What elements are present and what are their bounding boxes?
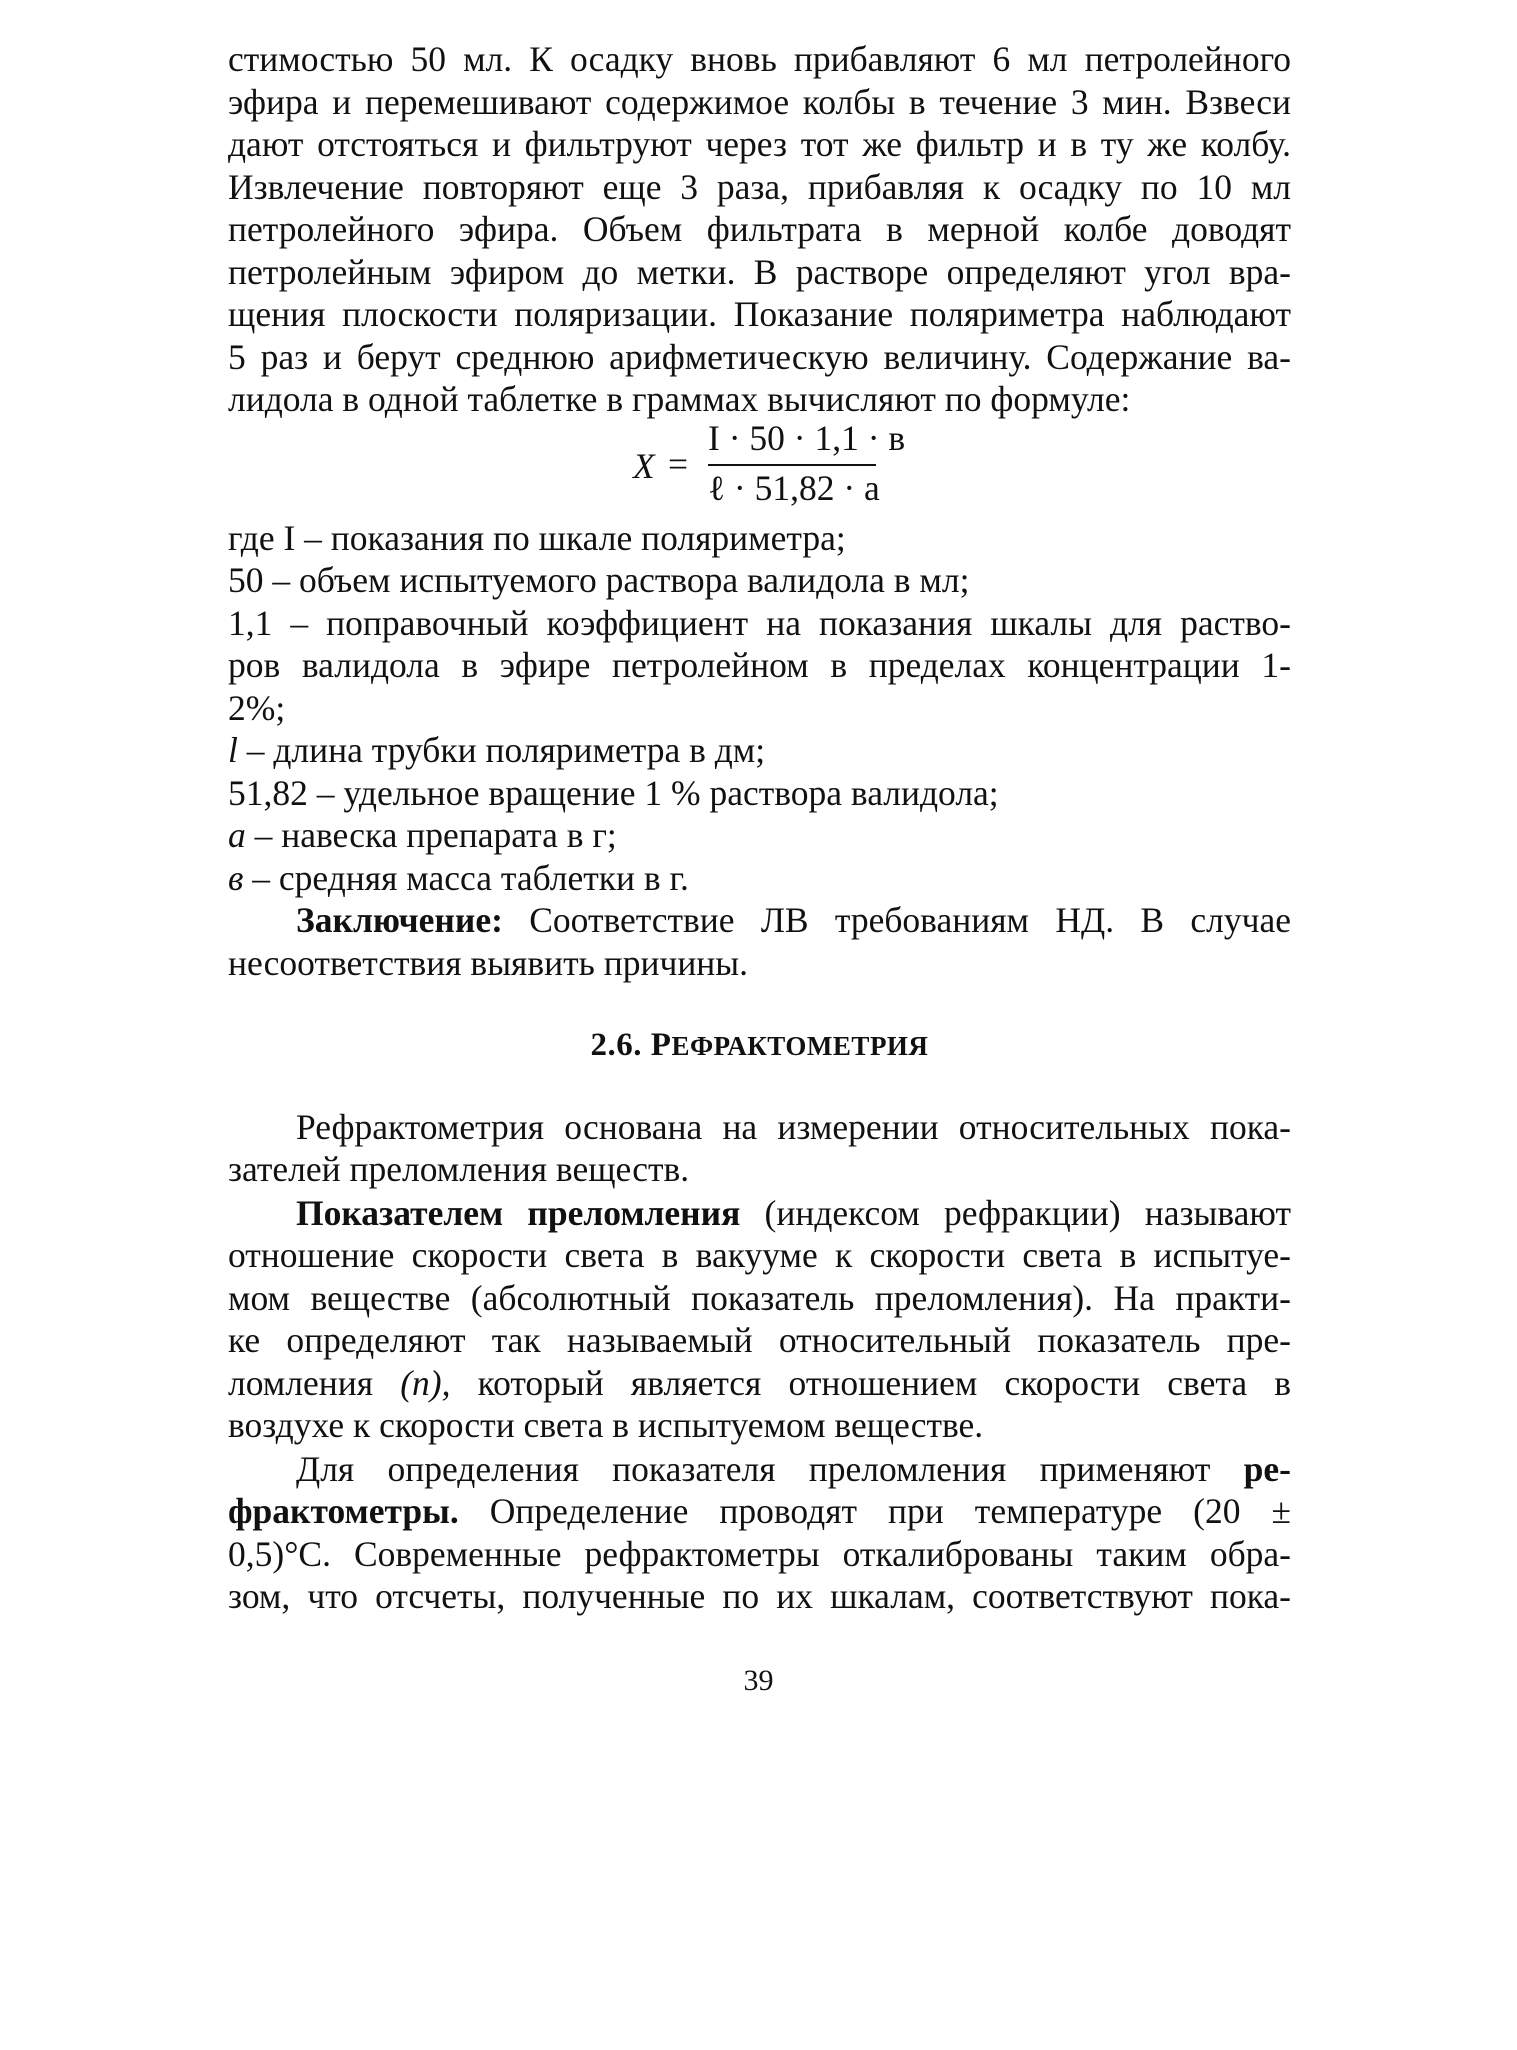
text-line: 0,5)°С. Современные рефрактометры откалиброваны таким обра- (228, 1533, 1291, 1574)
text-line: ке определяют так называемый относительный показатель пре- (228, 1320, 1291, 1360)
text-line: лидола в одной таблетке в граммах вычисляют по формуле: (228, 379, 1131, 419)
symbol-l: l (228, 730, 238, 770)
text-line: зателей преломления веществ. (228, 1149, 690, 1189)
text-line (228, 899, 1291, 942)
formula-denominator: ℓ · 51,82 · a (708, 467, 880, 508)
text-line (228, 1490, 1291, 1533)
paragraph-refractive-index (228, 1192, 1291, 1447)
page-number: 39 (743, 1664, 774, 1697)
symbol-a: a (228, 815, 246, 855)
term-refractometers-part1: ре- (1243, 1448, 1291, 1489)
paragraph-refractometers (228, 1448, 1291, 1618)
symbol-n: (n), (400, 1362, 451, 1403)
text-line: мом веществе (абсолютный показатель преломления). На практи- (228, 1277, 1291, 1318)
section-title-initial: Р (650, 1027, 672, 1063)
text-line (228, 1362, 1291, 1405)
text-line: щения плоскости поляризации. Показание поляриметра наблюдают (228, 294, 1291, 334)
section-heading (228, 1024, 1291, 1068)
text-fragment: Для определения показателя преломления применяют (296, 1448, 1244, 1489)
definition-item: 51,82 – удельное вращение 1 % раствора валидола; (228, 772, 999, 813)
section-number: 2.6. (590, 1027, 643, 1063)
definition-text: – средняя масса таблетки в г. (243, 857, 689, 898)
term-refractometers-part2: фрактометры. (228, 1491, 459, 1531)
text-fragment: ломления (228, 1362, 401, 1403)
document-page (228, 38, 1291, 1618)
definition-text: – длина трубки поляриметра в дм; (237, 730, 766, 770)
text-line: отношение скорости света в вакууме к скорости света в испытуе- (228, 1235, 1291, 1275)
definition-item (228, 814, 1291, 857)
text-line: зом, что отсчеты, полученные по их шкалам, соответствуют пока- (228, 1576, 1291, 1616)
top-paragraph (228, 38, 1291, 421)
definitions-list (228, 517, 1291, 900)
definition-item (228, 857, 1291, 900)
text-line: дают отстояться и фильтруют через тот же фильтр и в ту же колбу. (228, 124, 1291, 164)
definition-item: ров валидола в эфире петролейном в пределах концентрации 1- (228, 645, 1291, 685)
conclusion-paragraph (228, 899, 1291, 984)
section-title-rest: ЕФРАКТОМЕТРИЯ (671, 1031, 929, 1061)
paragraph-refractometry-intro (228, 1106, 1291, 1191)
text-line: стимостью 50 мл. К осадку вновь прибавляют 6 мл петролейного (228, 39, 1291, 79)
definition-text: – навеска препарата в г; (245, 815, 617, 855)
definition-item: 50 – объем испытуемого раствора валидола в мл; (228, 560, 970, 600)
definition-item (228, 729, 1291, 772)
text-line: воздухе к скорости света в испытуемом веществе. (228, 1405, 984, 1445)
text-line: эфира и перемешивают содержимое колбы в течение 3 мин. Взвеси (228, 81, 1291, 122)
formula-equals: = (668, 443, 689, 484)
definition-item: 1,1 – поправочный коэффициент на показания шкалы для раство- (228, 602, 1291, 643)
text-fragment: Определение проводят при температуре (20 ± (458, 1491, 1291, 1531)
text-line: несоответствия выявить причины. (228, 942, 749, 983)
symbol-v: в (228, 857, 244, 898)
fraction-bar (708, 464, 876, 466)
text-line: Рефрактометрия основана на измерении относительных пока- (296, 1106, 1291, 1147)
definition-item: где I – показания по шкале поляриметра; (228, 517, 846, 558)
conclusion-label: Заключение: (296, 900, 503, 940)
text-line: петролейного эфира. Объем фильтрата в мерной колбе доводят (228, 209, 1291, 249)
text-line: 5 раз и берут среднюю арифметическую величину. Содержание ва- (228, 336, 1291, 377)
definition-item: 2%; (228, 687, 286, 728)
text-line (228, 1448, 1291, 1491)
conclusion-text: Соответствие ЛВ требованиям НД. В случае (502, 900, 1291, 940)
text-fragment: (индексом рефракции) называют (740, 1192, 1291, 1233)
text-line: Извлечение повторяют еще 3 раза, прибавляя к осадку по 10 мл (228, 166, 1291, 207)
formula (228, 417, 1291, 513)
text-fragment: который является отношением скорости света в (450, 1362, 1291, 1403)
formula-numerator: I · 50 · 1,1 · в (708, 417, 906, 458)
term-refractive-index: Показателем преломления (296, 1192, 741, 1233)
text-line: петролейным эфиром до метки. В растворе определяют угол вра- (228, 251, 1291, 292)
formula-lhs: X (633, 445, 655, 486)
text-line (228, 1192, 1291, 1235)
